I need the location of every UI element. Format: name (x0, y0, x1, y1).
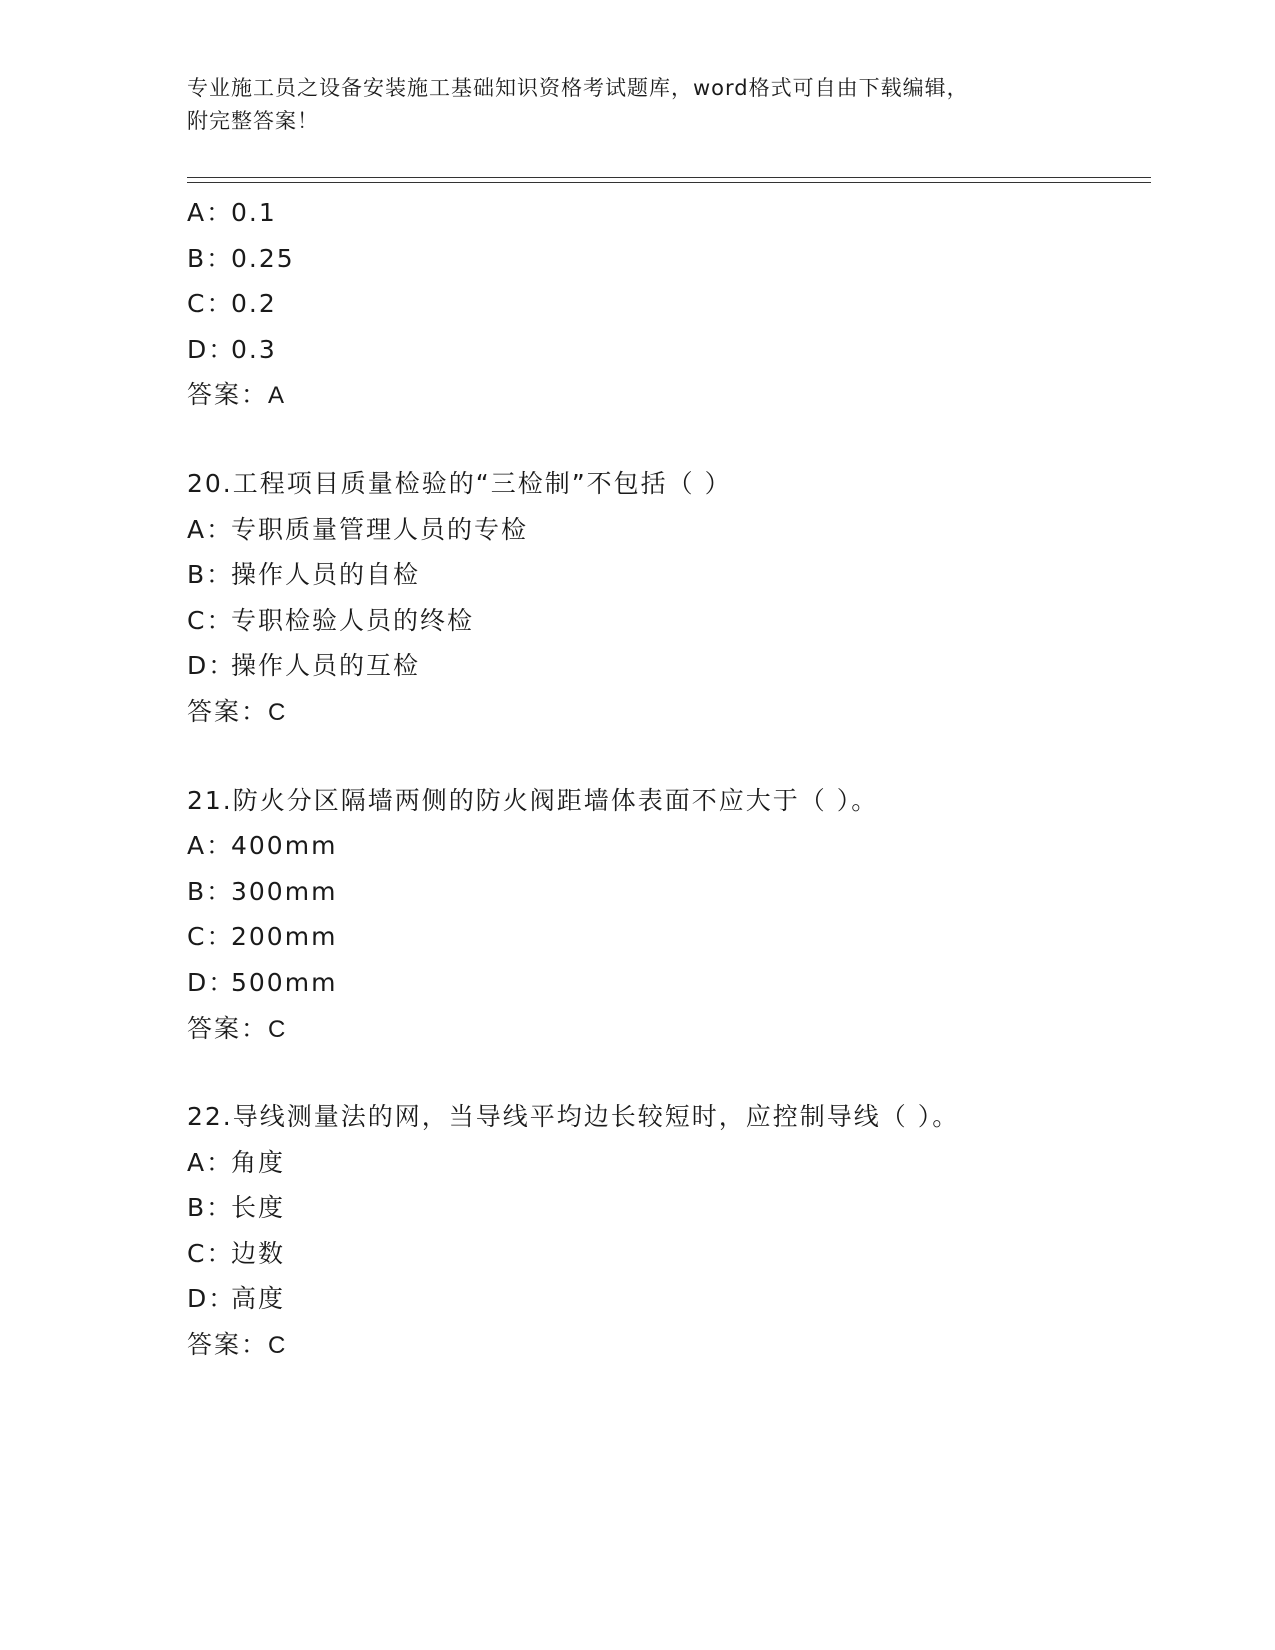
option-key: D： (187, 334, 236, 364)
option-text: 高度 (231, 1284, 286, 1314)
header-title-line-1: 专业施工员之设备安装施工基础知识资格考试题库，word格式可自由下载编辑， (187, 76, 969, 100)
option-b (187, 869, 1137, 915)
question-block-20 (187, 461, 1137, 735)
option-key: A： (187, 514, 234, 544)
option-text: 角度 (231, 1147, 286, 1177)
option-key: A： (187, 831, 234, 861)
option-key: D： (187, 1284, 236, 1314)
answer-value: C (268, 698, 288, 726)
option-text: 300mm (231, 876, 338, 906)
answer-label: 答案： (187, 1013, 269, 1043)
option-text: 400mm (231, 831, 338, 861)
question-text: 20.工程项目质量检验的“三检制”不包括（ ） (187, 468, 732, 498)
option-text: 操作人员的互检 (231, 651, 421, 681)
answer-value: C (268, 1015, 288, 1043)
header-divider-top (187, 177, 1151, 178)
option-a (187, 823, 1137, 869)
spacer (187, 418, 1137, 461)
question-block-19 (187, 190, 1137, 418)
answer-value: C (268, 1332, 288, 1360)
option-text: 0.1 (231, 198, 277, 227)
option-key: C： (187, 605, 234, 635)
answer-line (187, 1006, 1137, 1052)
question-text: 22.导线测量法的网，当导线平均边长较短时，应控制导线（ ）。 (187, 1102, 960, 1132)
option-text: 0.3 (231, 334, 277, 364)
option-key: D： (187, 967, 236, 997)
option-key: C： (187, 922, 234, 952)
option-key: A： (187, 1147, 234, 1177)
answer-label: 答案： (187, 380, 269, 410)
option-a (187, 1140, 1137, 1186)
question-list (187, 190, 1137, 1368)
question-text: 21.防火分区隔墙两侧的防火阀距墙体表面不应大于（ ）。 (187, 785, 879, 815)
option-text: 500mm (231, 967, 338, 997)
option-b (187, 552, 1137, 598)
option-key: B： (187, 1193, 234, 1223)
option-text: 0.2 (231, 289, 277, 319)
option-c (187, 1231, 1137, 1277)
answer-value: A (268, 382, 287, 410)
option-d (187, 960, 1137, 1006)
option-c (187, 281, 1137, 327)
spacer (187, 1051, 1137, 1094)
option-key: D： (187, 651, 236, 681)
option-text: 200mm (231, 922, 338, 952)
question-block-22 (187, 1094, 1137, 1368)
option-key: B： (187, 560, 234, 590)
option-d (187, 1276, 1137, 1322)
answer-line (187, 689, 1137, 735)
option-text: 专职检验人员的终检 (231, 605, 475, 635)
option-c (187, 914, 1137, 960)
question-block-21 (187, 778, 1137, 1052)
option-d (187, 643, 1137, 689)
spacer (187, 735, 1137, 778)
option-text: 0.25 (231, 243, 295, 273)
header-title-line-2: 附完整答案！ (187, 109, 319, 133)
option-a (187, 507, 1137, 553)
option-key: C： (187, 289, 234, 319)
option-key: C： (187, 1238, 234, 1268)
answer-label: 答案： (187, 696, 269, 726)
option-d (187, 327, 1137, 373)
option-key: B： (187, 243, 234, 273)
answer-line (187, 1322, 1137, 1368)
option-b (187, 236, 1137, 282)
option-key: A： (187, 198, 234, 227)
option-text: 边数 (231, 1238, 286, 1268)
option-text: 长度 (231, 1193, 286, 1223)
option-text: 专职质量管理人员的专检 (231, 514, 529, 544)
option-key: B： (187, 876, 234, 906)
option-text: 操作人员的自检 (231, 560, 421, 590)
option-b (187, 1185, 1137, 1231)
option-c (187, 598, 1137, 644)
document-header (187, 72, 1067, 138)
option-a (187, 190, 1137, 236)
answer-label: 答案： (187, 1330, 269, 1360)
header-divider-bottom (187, 182, 1151, 183)
answer-line (187, 372, 1137, 418)
